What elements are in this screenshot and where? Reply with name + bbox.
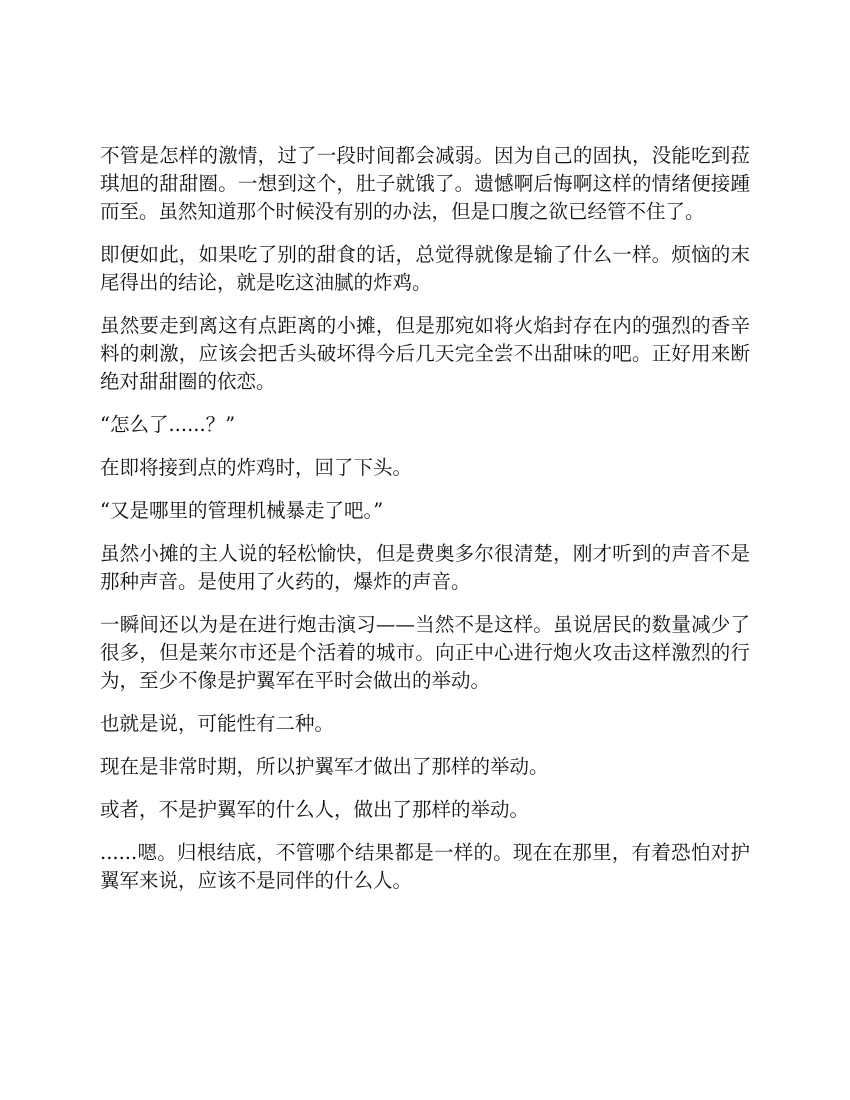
paragraph-5: 在即将接到点的炸鸡时，回了下头。 [100, 456, 413, 479]
paragraph-8: 一瞬间还以为是在进行炮击演习——当然不是这样。虽说居民的数量减少了很多，但是莱尔市还是个活着的城市。向正中心进行炮火攻击这样激烈的行为，至少不像是护翼军在平时会做出的举动。 [100, 613, 750, 692]
paragraph-3: 虽然要走到离这有点距离的小摊，但是那宛如将火焰封存在内的强烈的香辛料的刺激，应该会把舌头破坏得今后几天完全尝不出甜味的吧。正好用来断绝对甜甜圈的依恋。 [100, 314, 750, 393]
paragraph-10: 现在是非常时期，所以护翼军才做出了那样的举动。 [100, 755, 549, 778]
paragraph-7: 虽然小摊的主人说的轻松愉快，但是费奥多尔很清楚，刚才听到的声音不是那种声音。是使用了火药的，爆炸的声音。 [100, 542, 750, 593]
paragraph-6: “又是哪里的管理机械暴走了吧。” [100, 499, 384, 522]
paragraph-2: 即便如此，如果吃了别的甜食的话，总觉得就像是输了什么一样。烦恼的末尾得出的结论，就是吃这油腻的炸鸡。 [100, 243, 750, 294]
paragraph-1: 不管是怎样的激情，过了一段时间都会减弱。因为自己的固执，没能吃到菈琪旭的甜甜圈。一想到这个，肚子就饿了。遗憾啊后悔啊这样的情绪便接踵而至。虽然知道那个时候没有别的办法，但是口腹之欲已经管不住了。 [100, 144, 750, 223]
paragraph-12: ......嗯。归根结底，不管哪个结果都是一样的。现在在那里，有着恐怕对护翼军来说，应该不是同伴的什么人。 [100, 841, 750, 892]
paragraph-11: 或者，不是护翼军的什么人，做出了那样的举动。 [100, 798, 530, 821]
document-body [100, 142, 750, 910]
paragraph-4: “怎么了......？” [100, 413, 236, 436]
paragraph-9: 也就是说，可能性有二种。 [100, 712, 335, 735]
